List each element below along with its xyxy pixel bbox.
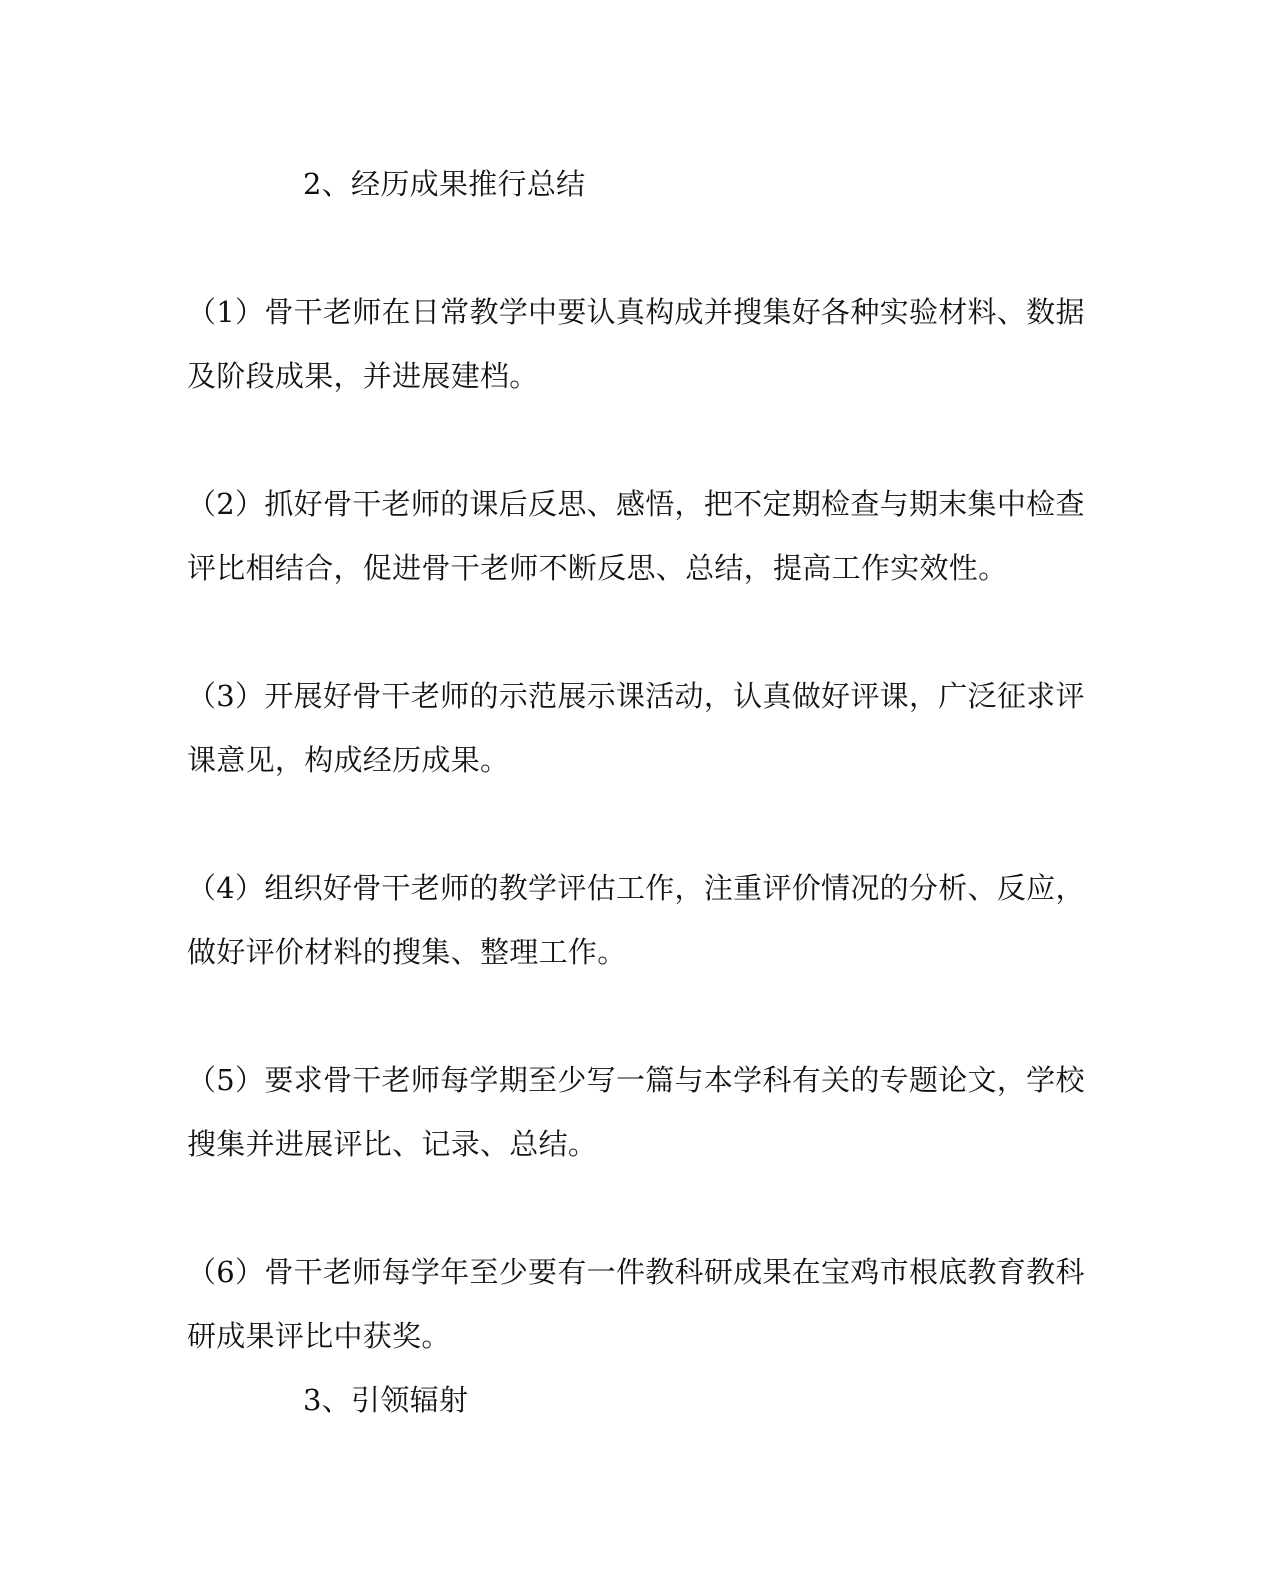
item-3-line-2: 课意见，构成经历成果。 bbox=[187, 743, 510, 777]
item-1-line-2: 及阶段成果，并进展建档。 bbox=[187, 359, 539, 393]
item-2-line-2: 评比相结合，促进骨干老师不断反思、总结，提高工作实效性。 bbox=[187, 551, 1008, 585]
section-heading-3: 3、引领辐射 bbox=[303, 1383, 469, 1417]
section-heading-2: 2、经历成果推行总结 bbox=[303, 167, 586, 201]
item-3-line-1: （3）开展好骨干老师的示范展示课活动，认真做好评课，广泛征求评 bbox=[187, 679, 1085, 713]
item-6-line-1: （6）骨干老师每学年至少要有一件教科研成果在宝鸡市根底教育教科 bbox=[187, 1255, 1085, 1289]
item-1-line-1: （1）骨干老师在日常教学中要认真构成并搜集好各种实验材料、数据 bbox=[187, 295, 1085, 329]
item-2-line-1: （2）抓好骨干老师的课后反思、感悟，把不定期检查与期末集中检查 bbox=[187, 487, 1085, 521]
item-4-line-1: （4）组织好骨干老师的教学评估工作，注重评价情况的分析、反应， bbox=[187, 871, 1085, 905]
item-4-line-2: 做好评价材料的搜集、整理工作。 bbox=[187, 935, 627, 969]
item-5-line-2: 搜集并进展评比、记录、总结。 bbox=[187, 1127, 598, 1161]
item-6-line-2: 研成果评比中获奖。 bbox=[187, 1319, 451, 1353]
item-5-line-1: （5）要求骨干老师每学期至少写一篇与本学科有关的专题论文，学校 bbox=[187, 1063, 1085, 1097]
